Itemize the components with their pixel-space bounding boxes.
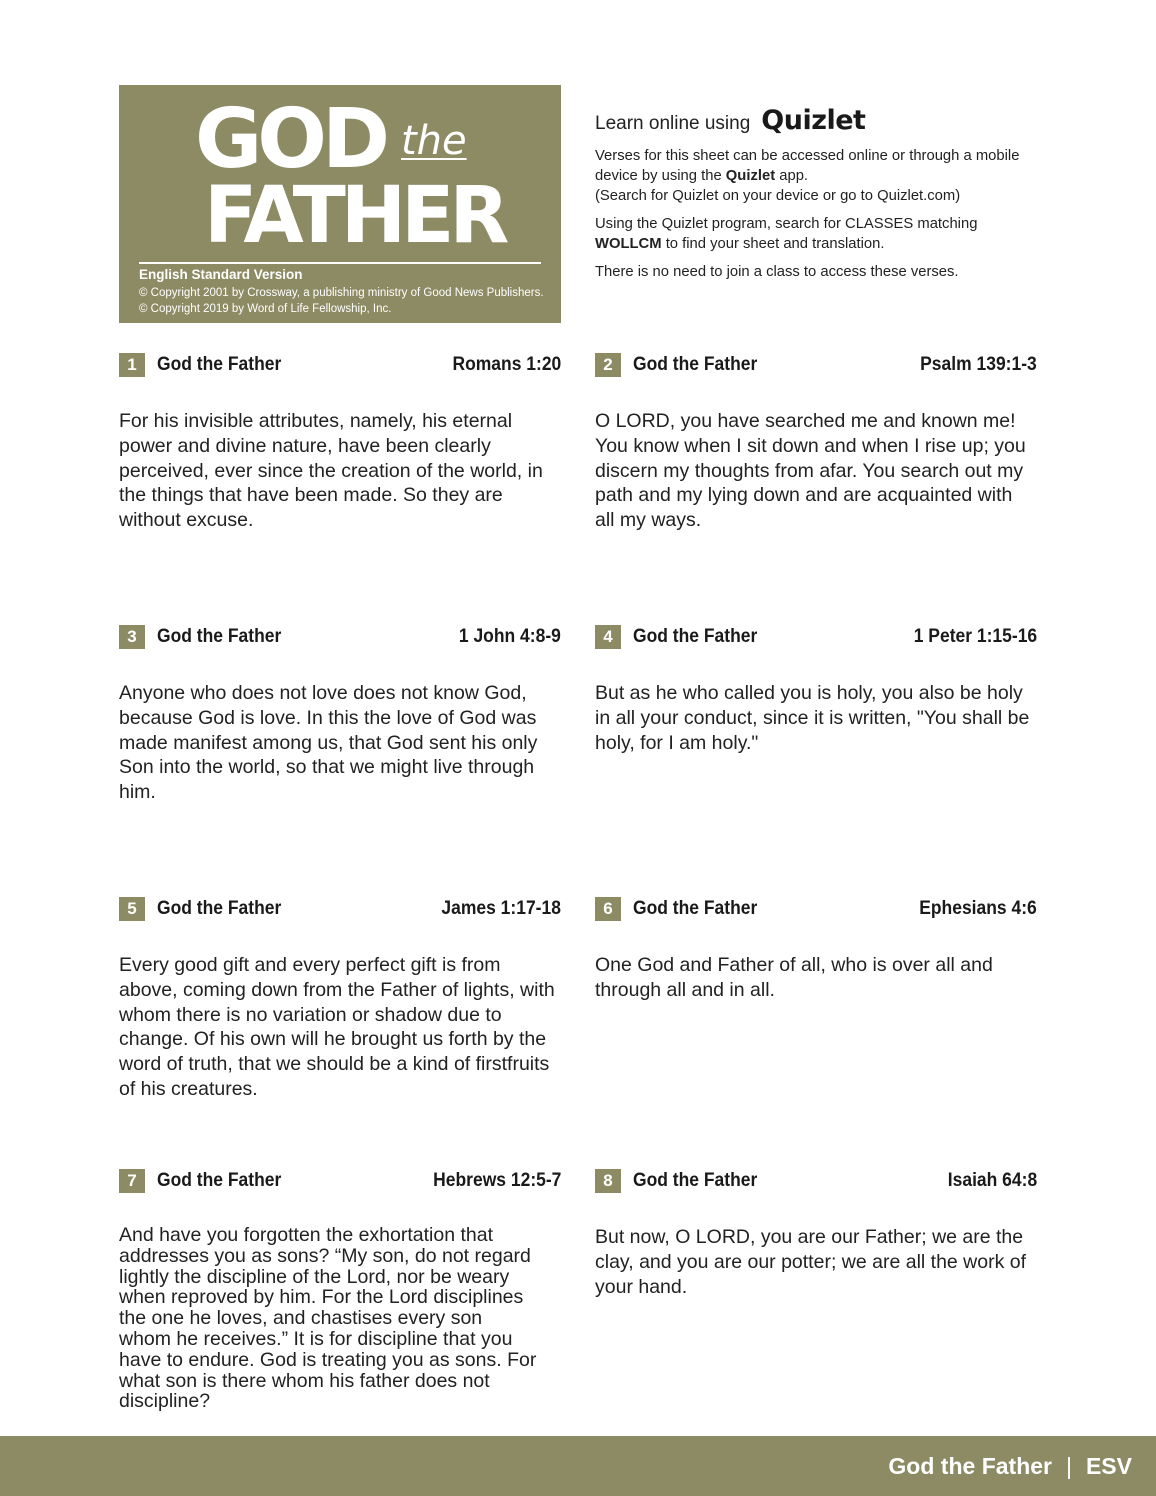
verse-reference: Hebrews 12:5-7 <box>432 1170 561 1191</box>
verse-text: Anyone who does not love does not know God, because God is love. In this the love of God was made manifest among us, that God sent his only Son into the world, so that we might live through him. <box>119 682 538 804</box>
verse-reference: 1 John 4:8-9 <box>458 626 561 647</box>
footer-separator: | <box>1065 1453 1072 1479</box>
footer-bar <box>0 1436 1156 1496</box>
verse-reference: Romans 1:20 <box>452 354 561 375</box>
verse-topic: God the Father <box>633 626 758 647</box>
quizlet-paragraph-1: Verses for this sheet can be accessed online or through a mobile device by using the Quizlet app. <box>595 148 1020 184</box>
verse-topic: God the Father <box>157 626 282 647</box>
quizlet-paragraph-4: There is no need to join a class to access these verses. <box>595 264 959 280</box>
verse-topic: God the Father <box>157 354 282 375</box>
footer-version: ESV <box>1085 1453 1132 1479</box>
verse-reference: James 1:17-18 <box>441 898 561 919</box>
copyright-notice: © Copyright 2001 by Crossway, a publishing ministry of Good News Publishers. © Copyright 2019 by Word of Life Fellowship, Inc. <box>139 287 544 315</box>
verse-card-3 <box>119 625 561 805</box>
quizlet-info <box>595 105 1045 282</box>
verse-card-8 <box>595 1169 1037 1299</box>
verse-number-badge: 1 <box>119 353 145 377</box>
title-banner <box>119 85 561 323</box>
verse-number-badge: 8 <box>595 1169 621 1193</box>
title-the: the <box>401 118 467 164</box>
verse-topic: God the Father <box>633 354 758 375</box>
verse-reference: 1 Peter 1:15-16 <box>913 626 1037 647</box>
verse-number-badge: 6 <box>595 897 621 921</box>
verse-card-7 <box>119 1169 561 1412</box>
verse-number-badge: 5 <box>119 897 145 921</box>
quizlet-learn-label: Learn online using <box>595 113 751 134</box>
verse-card-4 <box>595 625 1037 755</box>
verse-number-badge: 4 <box>595 625 621 649</box>
footer-title: God the Father <box>888 1453 1052 1479</box>
verse-text: For his invisible attributes, namely, his eternal power and divine nature, have been clearly perceived, ever since the creation of the world, in the things that have been made. So they are without excuse. <box>119 410 543 532</box>
verse-topic: God the Father <box>157 898 282 919</box>
verse-topic: God the Father <box>157 1170 282 1191</box>
quizlet-paragraph-2: (Search for Quizlet on your device or go to Quizlet.com) <box>595 188 961 204</box>
verse-number-badge: 7 <box>119 1169 145 1193</box>
verse-card-5 <box>119 897 561 1102</box>
verse-card-2 <box>595 353 1037 533</box>
verse-topic: God the Father <box>633 898 758 919</box>
verse-reference: Isaiah 64:8 <box>947 1170 1037 1191</box>
quizlet-heading <box>595 105 1045 136</box>
quizlet-logo: Quizlet <box>761 105 866 136</box>
quizlet-paragraph-3: Using the Quizlet program, search for CLASSES matching WOLLCM to find your sheet and translation. <box>595 216 978 252</box>
title-god: GOD <box>195 92 386 187</box>
verse-text: But now, O LORD, you are our Father; we are the clay, and you are our potter; we are all the work of your hand. <box>595 1226 1027 1298</box>
title-divider <box>139 262 541 264</box>
verse-text: One God and Father of all, who is over all and through all and in all. <box>595 954 993 1001</box>
footer-label <box>888 1453 1132 1480</box>
version-label: English Standard Version <box>139 267 303 282</box>
verse-reference: Ephesians 4:6 <box>919 898 1037 919</box>
verse-reference: Psalm 139:1-3 <box>920 354 1037 375</box>
verse-card-1 <box>119 353 561 533</box>
verse-number-badge: 3 <box>119 625 145 649</box>
verse-text: And have you forgotten the exhortation that addresses you as sons? “My son, do not regard lightly the discipline of the Lord, nor be weary when reproved by him. For the Lord disciplines the one he loves, and chastises every son whom he receives.” It is for discipline that you have to endure. God is treating you as sons. For what son is there whom his father does not discipline? <box>119 1224 537 1413</box>
verse-card-6 <box>595 897 1037 1003</box>
verse-text: O LORD, you have searched me and known me! You know when I sit down and when I rise up; you discern my thoughts from afar. You search out my path and my lying down and are acquainted with all my ways. <box>595 410 1026 532</box>
verse-text: Every good gift and every perfect gift is from above, coming down from the Father of lights, with whom there is no variation or shadow due to change. Of his own will he brought us forth by the word of truth, that we should be a kind of firstfruits of his creatures. <box>119 954 555 1100</box>
verse-number-badge: 2 <box>595 353 621 377</box>
verse-text: But as he who called you is holy, you also be holy in all your conduct, since it is written, "You shall be holy, for I am holy." <box>595 682 1030 754</box>
title-father: FATHER <box>204 171 505 261</box>
verse-topic: God the Father <box>633 1170 758 1191</box>
